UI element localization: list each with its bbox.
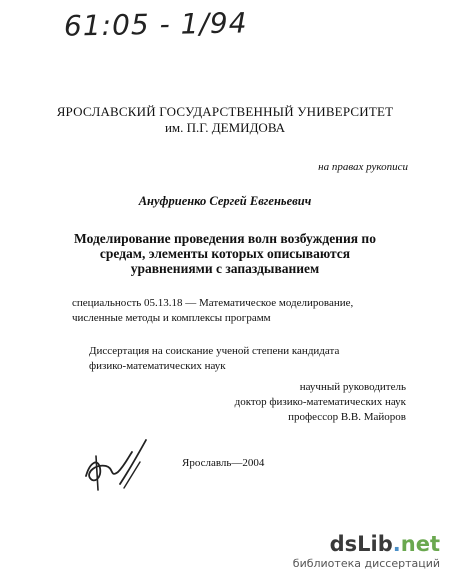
supervisor-line: доктор физико-математических наук — [234, 396, 406, 408]
watermark — [293, 533, 440, 570]
supervisor-line: научный руководитель — [299, 381, 406, 393]
specialty-line: численные методы и комплексы программ — [72, 312, 271, 324]
watermark-logo — [293, 533, 440, 555]
supervisor-line: профессор В.В. Майоров — [288, 411, 406, 423]
title-line: средам, элементы которых описываются — [99, 246, 351, 261]
title-line: Моделирование проведения волн возбуждения по — [74, 231, 376, 246]
supervisor-block — [235, 380, 406, 425]
watermark-caption: библиотека диссертаций — [292, 557, 440, 570]
dissertation-degree — [89, 344, 339, 374]
specialty-line: специальность 05.13.18 — Математическое моделирование, — [72, 297, 354, 309]
city-year: Ярославль—2004 — [182, 457, 265, 469]
degree-line: Диссертация на соискание ученой степени кандидата — [89, 345, 340, 357]
handwritten-signature — [80, 432, 152, 496]
degree-line: физико-математических наук — [89, 360, 226, 372]
dissertation-title — [40, 231, 410, 276]
watermark-logo-main: dsLib — [329, 532, 393, 556]
author-name: Ануфриенко Сергей Евгеньевич — [138, 194, 312, 208]
rights-note: на правах рукописи — [318, 161, 408, 173]
specialty-block — [72, 296, 353, 326]
title-line: уравнениями с запаздыванием — [130, 261, 320, 276]
watermark-logo-tld: net — [400, 532, 440, 556]
watermark-logo-dot: . — [392, 532, 401, 556]
university-subtitle: им. П.Г. ДЕМИДОВА — [164, 120, 286, 135]
university-name: ЯРОСЛАВСКИЙ ГОСУДАРСТВЕННЫЙ УНИВЕРСИТЕТ — [56, 104, 394, 119]
handwritten-code: 61:05 - 1/94 — [63, 6, 248, 43]
